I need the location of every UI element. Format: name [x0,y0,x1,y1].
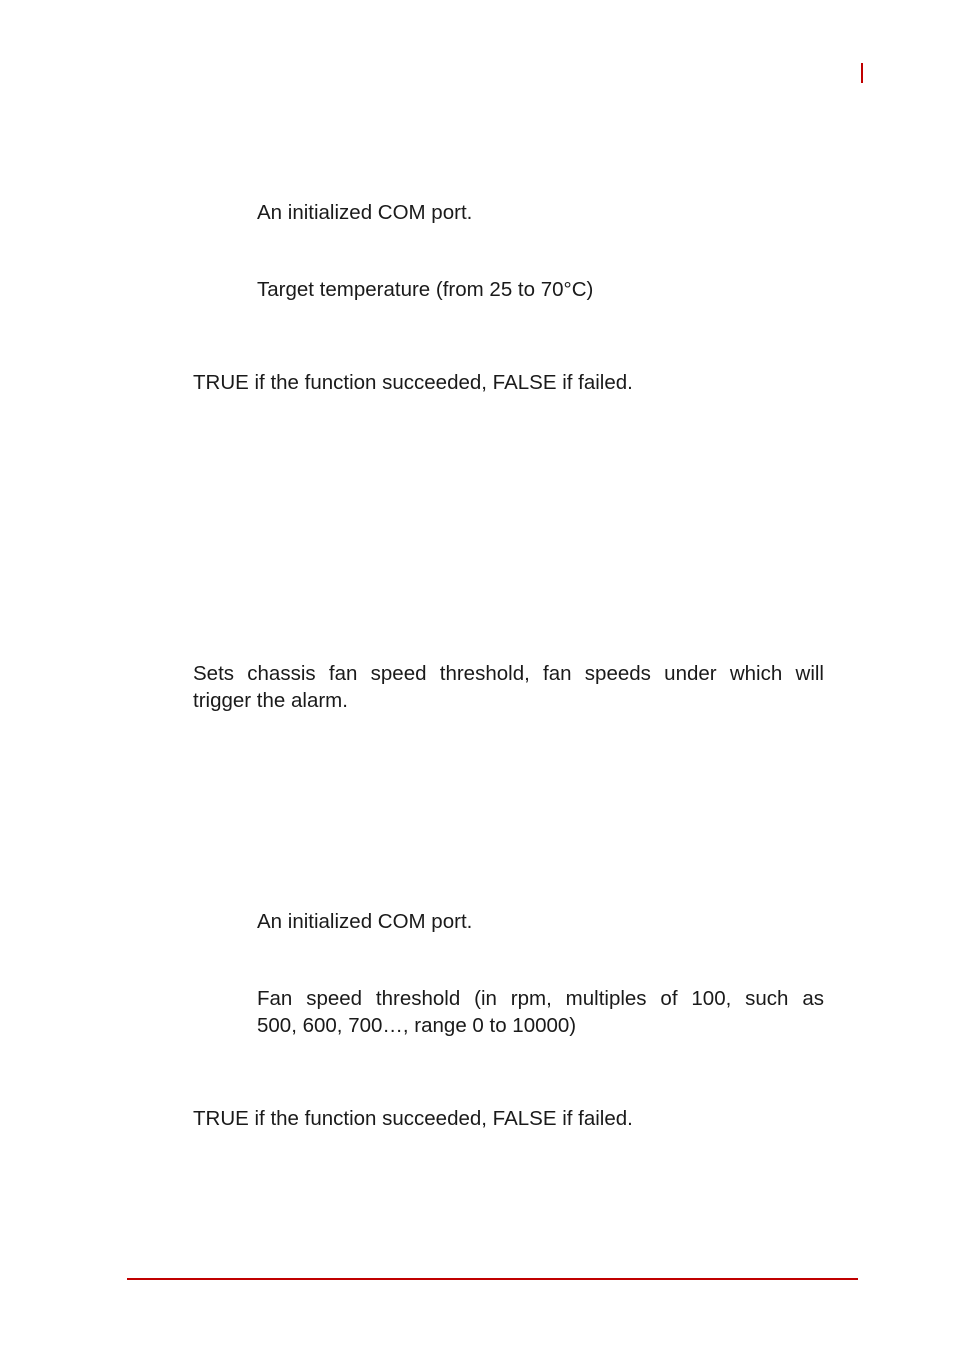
param-threshold-line: 500, 600, 700…, range 0 to 10000) [257,1014,577,1037]
param-port-description: An initialized COM port. [257,910,473,933]
function-description [193,660,824,714]
return-value-description: TRUE if the function succeeded, FALSE if failed. [193,1107,633,1130]
param-threshold-description [257,985,824,1039]
param-temperature-description: Target temperature (from 25 to 70°C) [257,278,594,301]
function-description-line: trigger the alarm. [193,689,348,712]
param-threshold-line: Fan speed threshold (in rpm, multiples of 100, such as [257,987,824,1010]
function-description-line: Sets chassis fan speed threshold, fan speeds under which will [193,662,824,685]
header-marker [861,63,863,83]
param-port-description: An initialized COM port. [257,201,473,224]
return-value-description: TRUE if the function succeeded, FALSE if failed. [193,371,633,394]
footer-rule [127,1278,858,1280]
